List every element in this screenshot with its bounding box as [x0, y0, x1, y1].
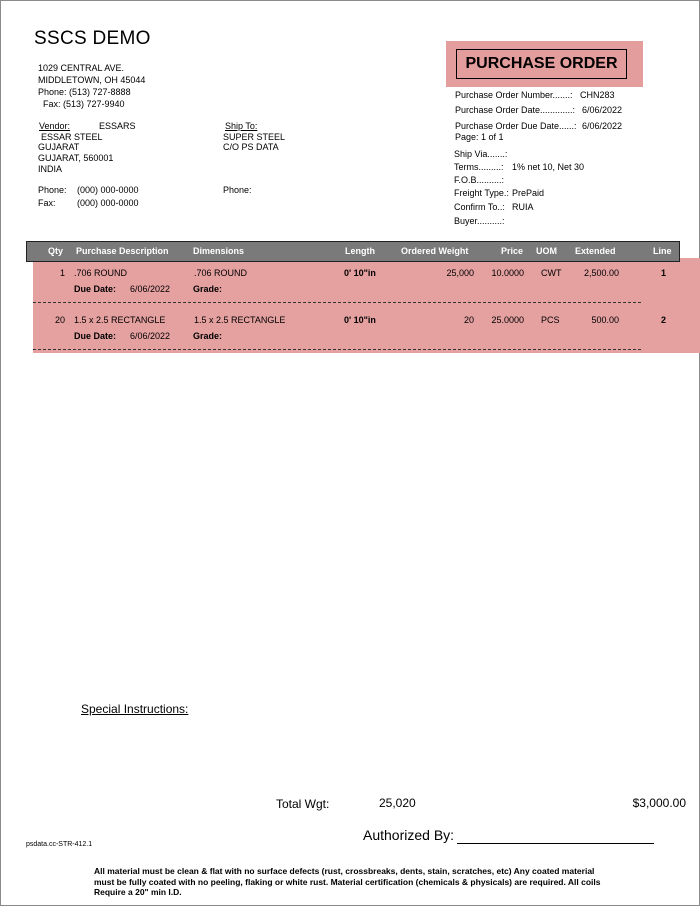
confirm-to-value: RUIA [512, 202, 534, 212]
company-name: SSCS DEMO [34, 28, 151, 49]
po-date-value: 6/06/2022 [582, 105, 623, 115]
row-grade-label: Grade: [193, 331, 223, 341]
header-uom: UOM [536, 246, 557, 256]
row-due-date: 6/06/2022 [130, 284, 171, 294]
row-dimensions: 1.5 x 2.5 RECTANGLE [194, 315, 286, 325]
terms-value: 1% net 10, Net 30 [512, 162, 585, 172]
row-description: .706 ROUND [74, 268, 128, 278]
vendor-phone: (000) 000-0000 [77, 185, 139, 195]
ship-via-label: Ship Via.......: [454, 149, 508, 159]
freight-type-label: Freight Type.: [454, 188, 509, 198]
po-due-date-value: 6/06/2022 [582, 121, 623, 131]
row-length: 0' 10"in [344, 268, 376, 278]
document-title-box [446, 41, 643, 87]
document-title: PURCHASE ORDER [456, 49, 627, 79]
row-ordered-weight: 25,000 [446, 268, 474, 278]
buyer-label: Buyer..........: [454, 216, 505, 226]
row-length: 0' 10"in [344, 315, 376, 325]
footer-terms-line-3: Require a 20" min I.D. [94, 887, 182, 897]
vendor-code: ESSARS [99, 121, 136, 131]
confirm-to-label: Confirm To..: [454, 202, 505, 212]
po-number-value: CHN283 [580, 90, 615, 100]
company-fax: Fax: (513) 727-9940 [43, 99, 125, 109]
row-dimensions: .706 ROUND [194, 268, 248, 278]
po-number-label: Purchase Order Number.......: [455, 90, 573, 100]
row-extended: 2,500.00 [583, 268, 619, 278]
fob-label: F.O.B..........: [454, 175, 505, 185]
table-header [26, 241, 680, 262]
company-phone: Phone: (513) 727-8888 [38, 87, 131, 97]
header-qty: Qty [48, 246, 64, 256]
row-price: 25.0000 [491, 315, 524, 325]
page-count: Page: 1 of 1 [455, 132, 504, 142]
header-dimensions: Dimensions [193, 246, 245, 256]
vendor-label: Vendor: [39, 121, 71, 131]
vendor-phone-label: Phone: [38, 185, 67, 195]
company-address-1: 1029 CENTRAL AVE. [38, 63, 125, 73]
vendor-address-2: GUJARAT, 560001 [38, 153, 114, 163]
total-weight-label: Total Wgt: [276, 797, 330, 811]
row-extended: 500.00 [591, 315, 619, 325]
vendor-name: ESSAR STEEL [41, 132, 103, 142]
authorized-by-label: Authorized By: [363, 827, 455, 843]
row-qty: 20 [54, 315, 65, 325]
ship-to-name: SUPER STEEL [223, 132, 286, 142]
row-uom: PCS [541, 315, 560, 325]
header-price: Price [501, 246, 524, 256]
footer-terms-line-2: must be fully coated with no peeling, flaking or white rust. Material certification (chemicals & physicals) are required. All coils [94, 876, 601, 887]
po-due-date-label: Purchase Order Due Date......: [455, 121, 577, 131]
row-divider [33, 349, 641, 350]
total-weight: 25,020 [379, 796, 416, 810]
table-row [0, 315, 700, 349]
ship-to-label: Ship To: [225, 121, 258, 131]
row-description: 1.5 x 2.5 RECTANGLE [74, 315, 166, 325]
header-ordered-weight: Ordered Weight [401, 246, 469, 256]
row-qty: 1 [59, 268, 65, 278]
vendor-country: INDIA [38, 164, 63, 174]
freight-type-value: PrePaid [512, 188, 545, 198]
row-line-number: 2 [661, 315, 667, 325]
row-ordered-weight: 20 [463, 315, 474, 325]
row-price: 10.0000 [491, 268, 524, 278]
footer-terms [94, 866, 601, 898]
ship-to-phone-label: Phone: [223, 185, 252, 195]
terms-label: Terms.........: [454, 162, 504, 172]
vendor-fax: (000) 000-0000 [77, 198, 139, 208]
header-description: Purchase Description [76, 246, 169, 256]
total-amount: $3,000.00 [632, 796, 686, 810]
company-address-2: MIDDLETOWN, OH 45044 [38, 75, 146, 85]
row-uom: CWT [541, 268, 562, 278]
vendor-address-1: GUJARAT [38, 142, 80, 152]
header-line: Line [653, 246, 672, 256]
header-extended: Extended [575, 246, 616, 256]
ship-to-address: C/O PS DATA [223, 142, 279, 152]
table-row [0, 268, 700, 302]
row-grade-label: Grade: [193, 284, 223, 294]
po-date-label: Purchase Order Date.............: [455, 105, 576, 115]
row-divider [33, 302, 641, 303]
form-code: psdata.cc-STR-412.1 [26, 841, 93, 848]
row-due-date-label: Due Date: [74, 331, 117, 341]
row-line-number: 1 [661, 268, 667, 278]
footer-terms-line-1: All material must be clean & flat with no surface defects (rust, crossbreaks, dents, stain, scratches, etc) Any coated material [94, 866, 595, 876]
row-due-date: 6/06/2022 [130, 331, 171, 341]
row-due-date-label: Due Date: [74, 284, 117, 294]
signature-line [457, 843, 654, 844]
vendor-fax-label: Fax: [38, 198, 56, 208]
header-length: Length [345, 246, 375, 256]
special-instructions-label: Special Instructions: [81, 702, 189, 716]
